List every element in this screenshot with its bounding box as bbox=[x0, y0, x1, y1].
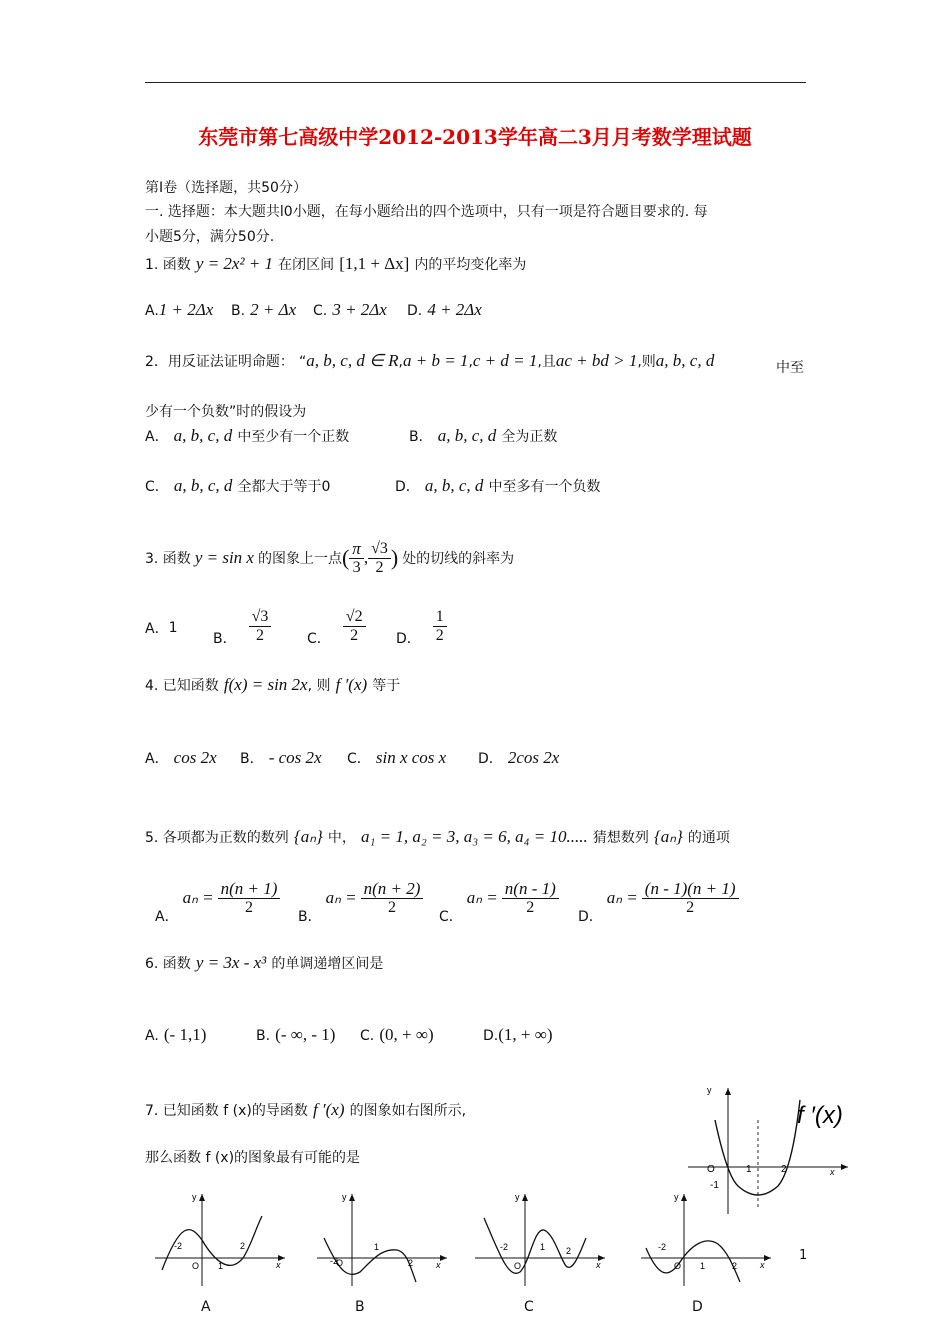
option-label: B． bbox=[213, 631, 237, 647]
q2-option-c bbox=[145, 476, 330, 496]
fraction-numerator: n(n + 2) bbox=[361, 880, 424, 899]
tick-label: -2 bbox=[174, 1241, 183, 1251]
option-value: sin x cos x bbox=[375, 748, 447, 767]
option-label: D. bbox=[483, 1028, 499, 1044]
option-label: A． bbox=[155, 909, 179, 925]
q5-suffix: 的通项 bbox=[687, 830, 730, 846]
q2-line-2: 少有一个负数”时的假设为 bbox=[145, 404, 307, 420]
q2-cond2: a + b = 1 bbox=[402, 351, 469, 370]
question-4 bbox=[145, 675, 400, 695]
option-fraction bbox=[361, 880, 424, 917]
option-label: D． bbox=[396, 631, 421, 647]
y-label: y bbox=[342, 1192, 347, 1202]
x-label: x bbox=[830, 1167, 835, 1177]
x-label: x bbox=[596, 1260, 601, 1270]
option-lhs: aₙ = bbox=[325, 888, 357, 907]
tick-label: -2 bbox=[658, 1242, 667, 1252]
x-axis-arrow bbox=[764, 1255, 771, 1261]
graph-option-d bbox=[636, 1188, 776, 1288]
graph-caption-d: D bbox=[692, 1299, 703, 1315]
q6-option-d bbox=[483, 1025, 553, 1045]
q6-prefix: 6. 函数 bbox=[145, 956, 191, 972]
q1-option-c bbox=[313, 300, 387, 320]
q2-vars: a, b, c, d bbox=[655, 351, 715, 370]
q1-option-a bbox=[145, 300, 213, 320]
section-heading: 第Ⅰ卷（选择题，共50分） bbox=[145, 180, 307, 196]
option-value: (1, + ∞) bbox=[498, 1025, 553, 1044]
option-value: 1 + 2Δx bbox=[158, 300, 214, 319]
q7-line-2: 那么函数 f (x)的图象最有可能的是 bbox=[145, 1150, 361, 1166]
option-math: a, b, c, d bbox=[173, 426, 233, 445]
option-lhs: aₙ = bbox=[606, 888, 638, 907]
fraction-numerator: n(n - 1) bbox=[502, 880, 559, 899]
tick-label: -2 bbox=[330, 1256, 339, 1266]
option-lhs: aₙ = bbox=[466, 888, 498, 907]
q1-suffix: 内的平均变化率为 bbox=[414, 257, 527, 273]
x-label: x bbox=[436, 1260, 441, 1270]
q5-option-a bbox=[155, 870, 280, 926]
q2-option-b bbox=[409, 426, 557, 446]
q4-option-b bbox=[240, 748, 322, 768]
q3-option-b bbox=[213, 600, 271, 652]
q3-mid: 的图象上一点 bbox=[257, 551, 342, 567]
option-fraction bbox=[433, 608, 447, 645]
option-label: C. bbox=[360, 1028, 375, 1044]
tick-label-minus-1: -1 bbox=[710, 1180, 719, 1191]
option-value: 1 bbox=[168, 620, 178, 636]
fraction-numerator: n(n + 1) bbox=[218, 880, 281, 899]
q1-prefix: 1. 函数 bbox=[145, 257, 191, 273]
q6-option-c bbox=[360, 1025, 434, 1045]
q3-option-a bbox=[145, 604, 178, 652]
option-label: B. bbox=[256, 1028, 271, 1044]
q2-option-a bbox=[145, 426, 349, 446]
q5-option-d bbox=[578, 870, 739, 926]
graph-caption-a: A bbox=[201, 1299, 211, 1315]
option-fraction bbox=[642, 880, 739, 917]
option-math: a, b, c, d bbox=[173, 476, 233, 495]
q1-option-d bbox=[407, 300, 482, 320]
fraction-denominator: 2 bbox=[435, 626, 444, 644]
q3-suffix: 处的切线的斜率为 bbox=[402, 551, 515, 567]
q4-option-d bbox=[478, 748, 559, 768]
q6-suffix: 的单调递增区间是 bbox=[271, 956, 384, 972]
option-text: 中至少有一个正数 bbox=[237, 429, 350, 445]
q2-prefix: 2．用反证法证明命题： bbox=[145, 354, 294, 370]
x-label: x bbox=[276, 1260, 281, 1270]
option-value: 3 + 2Δx bbox=[332, 300, 387, 319]
option-value: 4 + 2Δx bbox=[427, 300, 482, 319]
option-math: a, b, c, d bbox=[437, 426, 497, 445]
option-fraction bbox=[249, 608, 272, 645]
option-label: C． bbox=[145, 479, 169, 495]
origin-label: O bbox=[192, 1261, 200, 1271]
fraction-numerator: π bbox=[349, 540, 364, 559]
tick-label: 2 bbox=[408, 1258, 414, 1268]
option-label: B． bbox=[240, 751, 264, 767]
q1-interval: [1,1 + Δx] bbox=[339, 254, 410, 273]
question-2: 2．用反证法证明命题： “a, b, c, d ∈ R,a + b = 1,c + d = 1,且ac + bd > 1,则a, b, c, d bbox=[145, 351, 715, 370]
q7-prefix: 7. 已知函数 f (x)的导函数 bbox=[145, 1103, 308, 1119]
q5-mid2: 猜想数列 bbox=[592, 830, 649, 846]
graph-caption-c: C bbox=[524, 1299, 534, 1315]
y-axis-arrow bbox=[681, 1194, 687, 1201]
question-5 bbox=[145, 827, 730, 847]
instructions-line-1: 一. 选择题：本大题共l0小题，在每小题给出的四个选项中，只有一项是符合题目要求的. 每 bbox=[145, 204, 708, 220]
option-label: A． bbox=[145, 751, 169, 767]
option-value: (0, + ∞) bbox=[379, 1025, 434, 1044]
fraction-numerator: (n - 1)(n + 1) bbox=[642, 880, 739, 899]
question-6 bbox=[145, 953, 383, 973]
q4-prefix: 4. 已知函数 bbox=[145, 678, 219, 694]
option-label: A. bbox=[145, 1028, 159, 1044]
tick-label-2: 2 bbox=[781, 1164, 787, 1175]
option-value: (- 1,1) bbox=[163, 1025, 207, 1044]
q4-option-c bbox=[347, 748, 446, 768]
tick-label: 2 bbox=[566, 1246, 572, 1256]
q5-sequence-2: {aₙ} bbox=[653, 827, 683, 846]
tick-label: 1 bbox=[700, 1261, 706, 1271]
option-value: (- ∞, - 1) bbox=[275, 1025, 336, 1044]
option-value: cos 2x bbox=[173, 748, 217, 767]
option-label: B． bbox=[298, 909, 322, 925]
q6-function: y = 3x - x³ bbox=[195, 953, 267, 972]
fraction-denominator: 2 bbox=[256, 626, 264, 644]
q4-derivative: f ′(x) bbox=[335, 675, 368, 694]
option-label: C． bbox=[347, 751, 371, 767]
fraction-denominator: 2 bbox=[244, 898, 253, 916]
tick-label-1: 1 bbox=[746, 1164, 752, 1175]
origin-label: O bbox=[674, 1261, 682, 1271]
option-text: 中至多有一个负数 bbox=[488, 479, 601, 495]
y-label: y bbox=[707, 1085, 712, 1095]
graph-option-c bbox=[470, 1188, 610, 1288]
q2-cond3: c + d = 1 bbox=[472, 351, 538, 370]
q3-function: y = sin x bbox=[194, 548, 254, 567]
fraction-denominator: 3 bbox=[352, 558, 361, 576]
option-label: A． bbox=[145, 429, 169, 445]
q7-suffix: 的图象如右图所示, bbox=[349, 1103, 467, 1119]
graph-option-b bbox=[312, 1188, 452, 1288]
option-label: C． bbox=[307, 631, 331, 647]
x-label: x bbox=[760, 1260, 765, 1270]
q4-function: f(x) = sin 2x bbox=[223, 675, 308, 694]
q2-and: ,且 bbox=[537, 354, 556, 370]
q5-mid: 中， bbox=[327, 830, 356, 846]
y-axis-arrow bbox=[522, 1194, 528, 1201]
graph-option-a bbox=[150, 1188, 290, 1288]
q5-prefix: 5. 各项都为正数的数列 bbox=[145, 830, 289, 846]
origin-label: O bbox=[707, 1164, 715, 1175]
tick-label: 2 bbox=[732, 1261, 738, 1271]
q3-paren-open: ( bbox=[341, 545, 350, 570]
option-value: 2 + Δx bbox=[250, 300, 297, 319]
q2-open-quote: “ bbox=[299, 354, 307, 370]
y-axis-arrow bbox=[725, 1088, 731, 1095]
q4-option-a bbox=[145, 748, 217, 768]
option-value: - cos 2x bbox=[268, 748, 322, 767]
page-number: 1 bbox=[799, 1248, 808, 1263]
option-label: D． bbox=[395, 479, 420, 495]
fraction-denominator: 2 bbox=[350, 626, 359, 644]
option-lhs: aₙ = bbox=[182, 888, 214, 907]
q6-option-a bbox=[145, 1025, 206, 1045]
origin-label: O bbox=[514, 1261, 522, 1271]
fraction-denominator: 2 bbox=[686, 898, 695, 916]
q3-point-y bbox=[368, 540, 391, 577]
option-fraction bbox=[343, 608, 366, 645]
q5-sequence: {aₙ} bbox=[293, 827, 323, 846]
option-label: D. bbox=[407, 303, 423, 319]
q1-mid: 在闭区间 bbox=[278, 257, 335, 273]
question-3: 3. 函数 y = sin x 的图象上一点 ( $\frac{\pi}{3}$ , $\frac{√3}{2}$ ) 处的切线的斜率为 bbox=[145, 538, 515, 576]
q2-cond1: a, b, c, d ∈ R bbox=[306, 351, 399, 370]
fraction-denominator: 2 bbox=[388, 898, 396, 916]
q2-option-d bbox=[395, 476, 601, 496]
option-label: B． bbox=[409, 429, 433, 445]
fraction-numerator: √3 bbox=[249, 608, 272, 627]
tick-label: 1 bbox=[374, 1242, 380, 1252]
origin-label: O bbox=[336, 1258, 344, 1268]
fraction-denominator: 2 bbox=[526, 898, 535, 916]
option-value: 2cos 2x bbox=[507, 748, 560, 767]
q6-option-b bbox=[256, 1025, 335, 1045]
q3-prefix: 3. 函数 bbox=[145, 551, 191, 567]
option-fraction bbox=[218, 880, 281, 917]
option-text: 全都大于等于0 bbox=[237, 479, 331, 495]
q5-terms: a₁ = 1, a₂ = 3, a₃ = 6, a₄ = 10..... bbox=[360, 827, 588, 846]
page-title: 东莞市第七高级中学2012-2013学年高二3月月考数学理试题 bbox=[198, 125, 752, 149]
q5-option-c bbox=[439, 870, 559, 926]
q1-function: y = 2x² + 1 bbox=[195, 254, 274, 273]
option-label: A． bbox=[145, 621, 169, 637]
q3-point-x bbox=[349, 540, 364, 577]
x-axis-arrow bbox=[440, 1255, 447, 1261]
q2-then: ,则 bbox=[637, 354, 656, 370]
question-1 bbox=[145, 254, 526, 274]
q2-cond4: ac + bd > 1 bbox=[555, 351, 638, 370]
option-label: A. bbox=[145, 303, 159, 319]
graph-caption-b: B bbox=[355, 1299, 365, 1315]
question-7 bbox=[145, 1100, 466, 1120]
x-axis-arrow bbox=[841, 1164, 848, 1170]
y-label: y bbox=[192, 1192, 197, 1202]
tick-label: -2 bbox=[500, 1242, 509, 1252]
y-label: y bbox=[674, 1192, 679, 1202]
fraction-numerator: √3 bbox=[368, 540, 391, 559]
y-axis-arrow bbox=[349, 1194, 355, 1201]
q4-mid: , 则 bbox=[307, 678, 331, 694]
q5-option-b bbox=[298, 870, 423, 926]
option-text: 全为正数 bbox=[501, 429, 558, 445]
header-rule bbox=[145, 82, 806, 83]
option-label: C． bbox=[439, 909, 463, 925]
q1-option-b bbox=[231, 300, 296, 320]
q4-suffix: 等于 bbox=[372, 678, 401, 694]
q2-tail: 中至 bbox=[776, 360, 804, 376]
option-fraction bbox=[502, 880, 559, 917]
y-axis-arrow bbox=[199, 1194, 205, 1201]
option-label: D． bbox=[478, 751, 503, 767]
fraction-numerator: 1 bbox=[433, 608, 447, 627]
option-label: C. bbox=[313, 303, 328, 319]
tick-label: 1 bbox=[540, 1242, 546, 1252]
instructions-line-2: 小题5分，满分50分. bbox=[145, 229, 275, 245]
q3-option-c bbox=[307, 600, 366, 652]
fraction-denominator: 2 bbox=[375, 558, 384, 576]
option-math: a, b, c, d bbox=[424, 476, 484, 495]
q3-paren-close: ) bbox=[390, 545, 399, 570]
q7-derivative: f ′(x) bbox=[312, 1100, 345, 1119]
option-label: D． bbox=[578, 909, 603, 925]
tick-label: 1 bbox=[218, 1261, 224, 1271]
tick-label: 2 bbox=[240, 1241, 246, 1251]
option-label: B. bbox=[231, 303, 246, 319]
y-label: y bbox=[515, 1192, 520, 1202]
graph-title: f ′(x) bbox=[797, 1102, 843, 1129]
q3-option-d bbox=[396, 600, 447, 652]
fraction-numerator: √2 bbox=[343, 608, 366, 627]
